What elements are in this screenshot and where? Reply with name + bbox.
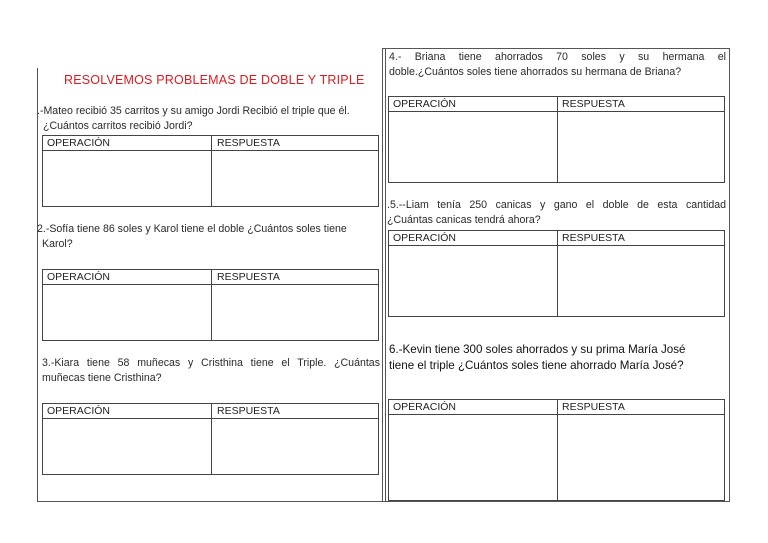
- problem-5-line-2: ¿Cuántas canicas tendrá ahora?: [387, 214, 541, 226]
- operation-header: OPERACIÓN: [47, 271, 111, 283]
- sheet-border-top: [383, 48, 730, 49]
- table-column-divider: [211, 404, 212, 474]
- problem-2-answer-table: [42, 269, 379, 341]
- problem-3: [42, 356, 380, 386]
- problem-2-line-2: Karol?: [42, 238, 73, 250]
- problem-5-answer-table: [388, 230, 725, 317]
- operation-header: OPERACIÓN: [393, 98, 457, 110]
- problem-2-line-1: 2.-Sofía tiene 86 soles y Karol tiene el doble ¿Cuántos soles tiene: [37, 223, 347, 235]
- table-column-divider: [557, 231, 558, 316]
- problem-3-answer-table: [42, 403, 379, 475]
- problem-5-line-1: .5.--Liam tenía 250 canicas y gano el doble de esta cantidad: [387, 199, 726, 211]
- problem-6: [389, 342, 726, 374]
- answer-header: RESPUESTA: [562, 232, 625, 244]
- answer-header: RESPUESTA: [217, 137, 280, 149]
- problem-3-line-2: muñecas tiene Cristhina?: [42, 372, 162, 384]
- problem-6-answer-table: [388, 399, 725, 501]
- worksheet-title: RESOLVEMOS PROBLEMAS DE DOBLE Y TRIPLE: [64, 73, 365, 87]
- table-column-divider: [557, 400, 558, 500]
- answer-header: RESPUESTA: [217, 405, 280, 417]
- problem-1-answer-table: [42, 135, 379, 207]
- problem-6-line-2: tiene el triple ¿Cuántos soles tiene ahorrado María José?: [389, 359, 684, 372]
- answer-header: RESPUESTA: [562, 98, 625, 110]
- problem-4-line-2: doble.¿Cuántos soles tiene ahorrados su hermana de Briana?: [389, 66, 682, 78]
- problem-3-line-1: 3.-Kiara tiene 58 muñecas y Cristhina tiene el Triple. ¿Cuántas: [42, 357, 380, 369]
- column-divider: [382, 48, 386, 502]
- operation-header: OPERACIÓN: [47, 137, 111, 149]
- problem-2: [37, 222, 380, 252]
- problem-1-line-1: .-Mateo recibió 35 carritos y su amigo Jordi Recibió el triple que él.: [37, 105, 350, 117]
- problem-4: [389, 50, 726, 80]
- table-column-divider: [211, 270, 212, 340]
- problem-4-answer-table: [388, 96, 725, 183]
- problem-1: [37, 104, 382, 134]
- answer-header: RESPUESTA: [562, 401, 625, 413]
- sheet-border-right: [729, 48, 730, 502]
- problem-4-line-1: 4.- Briana tiene ahorrados 70 soles y su hermana el: [389, 51, 726, 63]
- operation-header: OPERACIÓN: [393, 401, 457, 413]
- table-column-divider: [557, 97, 558, 182]
- operation-header: OPERACIÓN: [47, 405, 111, 417]
- problem-1-line-2: ¿Cuántos carritos recibió Jordi?: [43, 120, 193, 132]
- problem-6-line-1: 6.-Kevin tiene 300 soles ahorrados y su prima María José: [389, 343, 686, 356]
- problem-5: [387, 198, 726, 228]
- operation-header: OPERACIÓN: [393, 232, 457, 244]
- answer-header: RESPUESTA: [217, 271, 280, 283]
- table-column-divider: [211, 136, 212, 206]
